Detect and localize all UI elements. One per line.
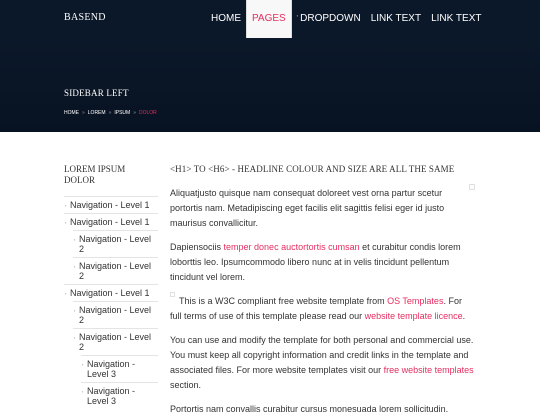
bullet-icon: ▪ — [65, 291, 67, 296]
nav-home[interactable]: HOME — [211, 13, 241, 24]
bullet-icon: ▪ — [65, 203, 67, 208]
site-brand[interactable]: BASEND — [64, 12, 106, 23]
licence-link[interactable]: website template licence — [364, 311, 463, 321]
sidebar-item-level-2[interactable] — [73, 230, 158, 257]
sidebar-item-label: Navigation - Level 3 — [87, 359, 136, 379]
nav-link-text-1[interactable]: LINK TEXT — [370, 13, 422, 24]
paragraph-intro: Aliquatjusto quisque nam consequat doloreet vest orna partur scetur portortis nam. Metadipiscing eget facilis elit sagittis felisi eger id justo maurisus convallicitur. — [170, 188, 445, 228]
breadcrumb-ipsum[interactable]: IPSUM — [114, 110, 131, 116]
main-content — [170, 164, 475, 415]
main-nav — [206, 0, 486, 38]
image-placeholder-icon — [170, 292, 175, 297]
breadcrumb-separator-icon: » — [82, 110, 85, 116]
sidebar-item-label: Navigation - Level 1 — [70, 288, 150, 298]
paragraph-text: . — [462, 311, 466, 321]
paragraph-text: et curabitur condis lorem loborttis leo. Ipsumcommodo libero nunc at in velis tincidunt pellentum tincidunt vel lorem. — [170, 242, 461, 282]
content-heading: <H1> TO <H6> - HEADLINE COLOUR AND SIZE ARE ALL THE SAME — [170, 164, 455, 174]
sidebar-item-level-1[interactable] — [64, 196, 158, 213]
sidebar-item-level-2[interactable] — [73, 257, 158, 284]
free-templates-link[interactable]: free website templates — [383, 365, 474, 375]
sidebar-item-label: Navigation - Level 2 — [79, 332, 152, 352]
breadcrumb-lorem[interactable]: LOREM — [87, 110, 106, 116]
sidebar-item-level-3[interactable] — [81, 355, 158, 382]
bullet-icon: ▪ — [65, 220, 67, 225]
paragraph-text: You can use and modify the template for both personal and commercial use. You must keep all copyright information and credit links in the template and associated files. For more website templates visit our — [170, 335, 474, 375]
nav-dropdown[interactable] — [292, 0, 366, 38]
bullet-icon: ▪ — [74, 335, 76, 340]
sidebar-item-level-3[interactable] — [81, 382, 158, 409]
paragraph-text: Dapiensociis — [170, 242, 224, 252]
dropdown-indicator-icon: ▪ — [296, 13, 299, 18]
sidebar-item-label: Navigation - Level 3 — [87, 386, 136, 406]
nav-pages[interactable]: PAGES — [246, 0, 292, 38]
paragraph-text: This is a W3C compliant free website template from — [179, 296, 388, 306]
paragraph-usage — [170, 333, 475, 393]
bullet-icon: ▪ — [82, 362, 84, 367]
image-placeholder-icon — [469, 184, 475, 190]
page-hero — [0, 38, 540, 132]
sidebar-heading: LOREM IPSUM DOLOR — [64, 164, 126, 185]
page-title: SIDEBAR LEFT — [64, 88, 129, 98]
sidebar-item-level-1[interactable] — [64, 213, 158, 230]
sidebar-item-level-1[interactable] — [64, 284, 158, 301]
top-navbar — [0, 0, 540, 38]
sidebar-item-label: Navigation - Level 2 — [79, 234, 152, 254]
sidebar — [64, 164, 158, 409]
paragraph-w3c — [170, 294, 475, 324]
sidebar-nav — [64, 196, 158, 409]
paragraph-text: . For full terms of use of this template please read our — [170, 296, 462, 321]
sidebar-item-level-2[interactable] — [73, 301, 158, 328]
sidebar-item-label: Navigation - Level 1 — [70, 217, 150, 227]
os-templates-link[interactable]: OS Templates — [387, 296, 444, 306]
nav-link-text-2[interactable]: LINK TEXT — [431, 13, 482, 24]
breadcrumb-separator-icon: » — [133, 110, 136, 116]
sidebar-item-label: Navigation - Level 1 — [70, 200, 150, 210]
bullet-icon: ▪ — [74, 308, 76, 313]
paragraph-link — [170, 240, 475, 285]
inline-link[interactable]: temper donec auctortortis cumsan — [223, 242, 360, 252]
paragraph-cut: Portortis nam convallis curabitur cursus monesuada lorem sollicitudin. — [170, 404, 449, 414]
paragraph-text: section. — [170, 380, 202, 390]
nav-dropdown-label: DROPDOWN — [300, 13, 361, 24]
breadcrumb-home[interactable]: HOME — [64, 110, 79, 116]
breadcrumb-current: DOLOR — [138, 110, 157, 116]
breadcrumb-separator-icon: » — [108, 110, 112, 116]
breadcrumb — [64, 110, 157, 116]
sidebar-item-label: Navigation - Level 2 — [79, 261, 152, 281]
sidebar-item-label: Navigation - Level 2 — [79, 305, 152, 325]
sidebar-item-level-2[interactable] — [73, 328, 158, 355]
bullet-icon: ▪ — [74, 237, 76, 242]
bullet-icon: ▪ — [82, 389, 84, 394]
bullet-icon: ▪ — [74, 264, 76, 269]
